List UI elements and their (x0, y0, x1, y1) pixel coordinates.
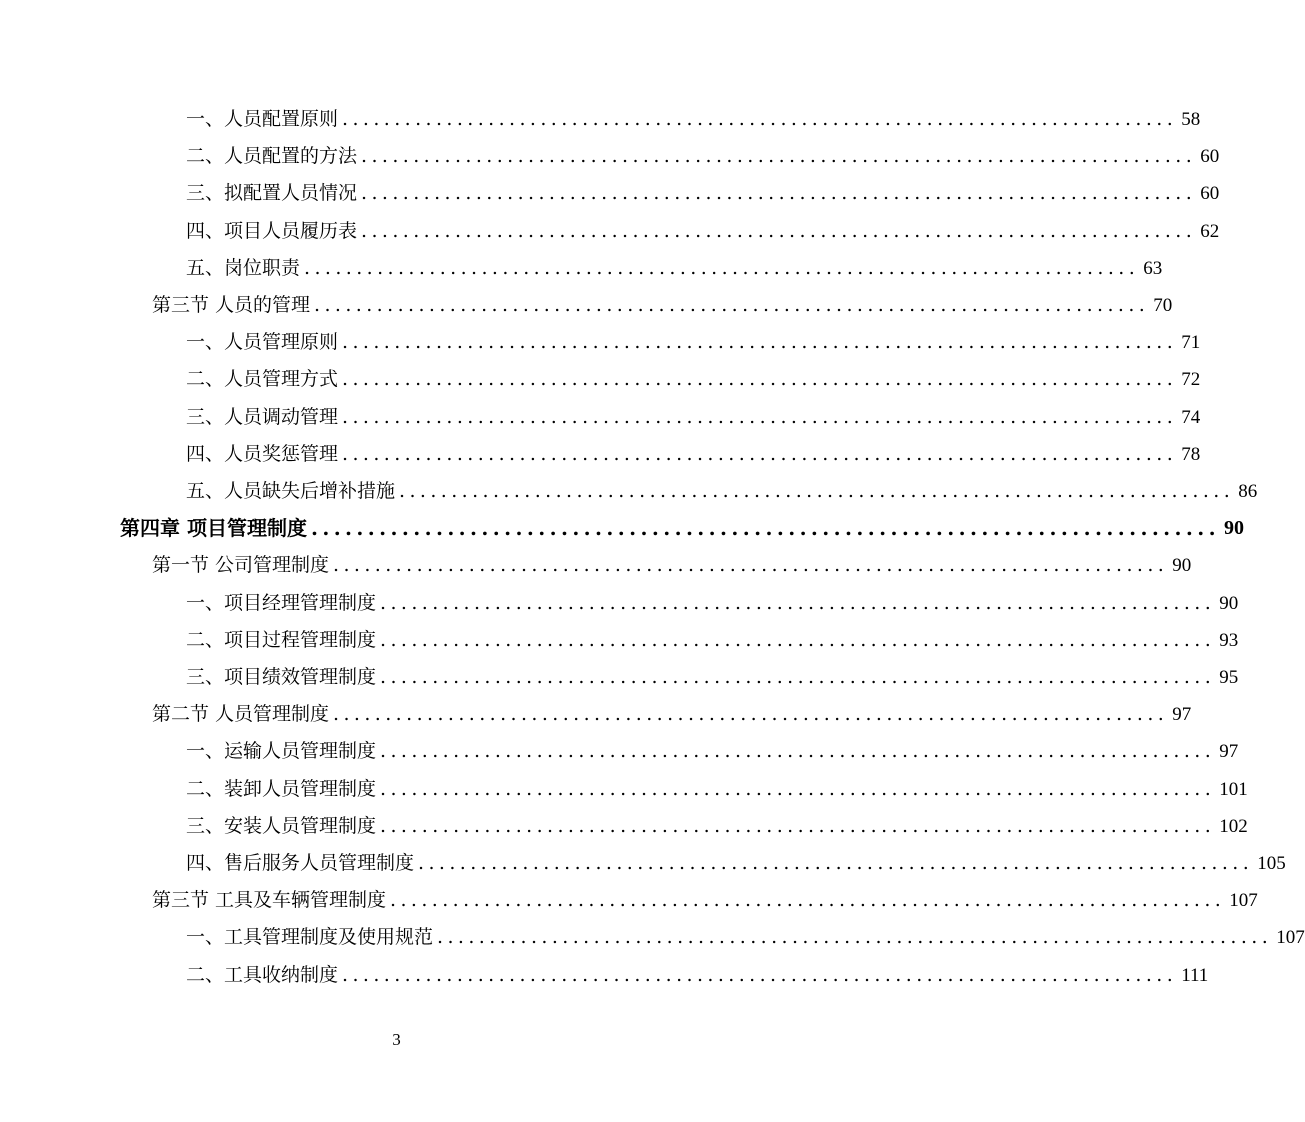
toc-dot-leader: ................................................................................ (418, 852, 1254, 874)
toc-dot-leader: ................................................................................ (361, 219, 1197, 242)
toc-entry-page-number: 97 (1172, 704, 1192, 726)
toc-entry-title: 五、人员缺失后增补措施 (186, 480, 396, 502)
toc-subsection-entry[interactable] (186, 436, 1201, 473)
toc-section-entry[interactable] (152, 696, 1192, 733)
toc-entry-page-number: 107 (1276, 927, 1305, 949)
toc-dot-leader: ................................................................................ (380, 591, 1216, 614)
toc-dot-leader: ................................................................................ (380, 628, 1216, 651)
toc-entry-title: 二、工具收纳制度 (186, 963, 339, 986)
toc-section-entry[interactable] (152, 547, 1192, 584)
toc-subsection-entry[interactable] (186, 622, 1239, 659)
toc-entry-page-number: 90 (1224, 517, 1244, 540)
toc-dot-leader: ................................................................................ (310, 516, 1220, 541)
toc-subsection-entry[interactable] (186, 659, 1239, 696)
toc-entry-page-number: 74 (1181, 406, 1201, 428)
toc-dot-leader: ................................................................................ (342, 963, 1178, 986)
toc-entry-page-number: 58 (1181, 109, 1201, 130)
toc-entry-title: 五、岗位职责 (186, 256, 301, 279)
toc-subsection-entry[interactable] (186, 250, 1163, 287)
toc-dot-leader: ................................................................................ (314, 294, 1150, 316)
toc-dot-leader: ................................................................................ (342, 405, 1178, 428)
toc-entry-title: 三、项目绩效管理制度 (186, 666, 377, 688)
toc-entry-title: 二、项目过程管理制度 (186, 628, 377, 651)
toc-entry-page-number: 70 (1153, 295, 1173, 316)
toc-section-entry[interactable] (152, 287, 1173, 324)
toc-entry-page-number: 101 (1219, 778, 1248, 800)
toc-dot-leader: ................................................................................ (380, 777, 1216, 800)
toc-entry-title: 第一节 公司管理制度 (152, 554, 330, 577)
toc-dot-leader: ................................................................................ (399, 480, 1235, 502)
toc-entry-page-number: 107 (1229, 890, 1258, 912)
toc-dot-leader: ................................................................................ (342, 331, 1178, 354)
toc-entry-title: 三、拟配置人员情况 (186, 182, 358, 205)
toc-entry-page-number: 60 (1200, 183, 1220, 205)
toc-chapter-entry[interactable] (120, 510, 1244, 547)
toc-subsection-entry[interactable] (186, 919, 1305, 956)
toc-subsection-entry[interactable] (186, 808, 1248, 845)
toc-entry-page-number: 90 (1219, 592, 1239, 614)
toc-entry-page-number: 111 (1181, 964, 1209, 986)
toc-entry-page-number: 60 (1200, 146, 1220, 168)
toc-subsection-entry[interactable] (186, 324, 1201, 361)
toc-entry-page-number: 62 (1200, 220, 1220, 242)
toc-entry-title: 第三节 人员的管理 (152, 294, 311, 316)
toc-dot-leader: ................................................................................ (342, 368, 1178, 391)
toc-entry-page-number: 102 (1219, 815, 1248, 837)
toc-entry-page-number: 95 (1219, 667, 1239, 688)
toc-entry-page-number: 78 (1181, 443, 1201, 465)
toc-entry-page-number: 97 (1219, 741, 1239, 763)
toc-entry-title: 四、项目人员履历表 (186, 219, 358, 242)
toc-subsection-entry[interactable] (186, 361, 1201, 398)
toc-subsection-entry[interactable] (186, 473, 1258, 510)
toc-entry-title: 二、人员配置的方法 (186, 145, 358, 168)
toc-entry-title: 第二节 人员管理制度 (152, 703, 330, 726)
toc-entry-title: 第三节 工具及车辆管理制度 (152, 889, 387, 912)
toc-dot-leader: ................................................................................ (361, 145, 1197, 168)
toc-subsection-entry[interactable] (186, 585, 1239, 622)
toc-subsection-entry[interactable] (186, 845, 1286, 882)
toc-entry-page-number: 72 (1181, 369, 1201, 391)
toc-dot-leader: ................................................................................ (437, 926, 1273, 949)
toc-entry-title: 一、人员管理原则 (186, 331, 339, 354)
toc-dot-leader: ................................................................................ (380, 814, 1216, 837)
toc-subsection-entry[interactable] (186, 138, 1220, 175)
toc-dot-leader: ................................................................................ (380, 666, 1216, 688)
toc-entry-title: 二、人员管理方式 (186, 368, 339, 391)
toc-subsection-entry[interactable] (186, 213, 1220, 250)
toc-entry-page-number: 105 (1257, 853, 1286, 874)
toc-entry-page-number: 93 (1219, 629, 1239, 651)
toc-entry-title: 三、人员调动管理 (186, 405, 339, 428)
toc-entry-title: 第四章 项目管理制度 (120, 516, 307, 541)
toc-dot-leader: ................................................................................ (342, 108, 1178, 130)
toc-dot-leader: ................................................................................ (333, 554, 1169, 577)
toc-subsection-entry[interactable] (186, 399, 1201, 436)
toc-entry-title: 一、运输人员管理制度 (186, 740, 377, 763)
toc-subsection-entry[interactable] (186, 733, 1239, 770)
toc-dot-leader: ................................................................................ (380, 740, 1216, 763)
toc-dot-leader: ................................................................................ (342, 442, 1178, 465)
page-number: 3 (392, 1030, 401, 1049)
toc-subsection-entry[interactable] (186, 175, 1220, 212)
toc-entry-page-number: 71 (1181, 332, 1201, 354)
toc-entry-page-number: 63 (1143, 257, 1163, 279)
toc-dot-leader: ................................................................................ (361, 182, 1197, 205)
toc-entry-page-number: 86 (1238, 481, 1258, 502)
toc-subsection-entry[interactable] (186, 957, 1209, 994)
toc-entry-title: 四、售后服务人员管理制度 (186, 852, 415, 874)
toc-dot-leader: ................................................................................ (304, 256, 1140, 279)
toc-entry-title: 一、项目经理管理制度 (186, 591, 377, 614)
toc-dot-leader: ................................................................................ (390, 889, 1226, 912)
toc-entry-title: 二、装卸人员管理制度 (186, 777, 377, 800)
toc-entry-title: 一、工具管理制度及使用规范 (186, 926, 434, 949)
toc-entry-title: 四、人员奖惩管理 (186, 442, 339, 465)
toc-subsection-entry[interactable] (186, 771, 1248, 808)
toc-subsection-entry[interactable] (186, 101, 1201, 138)
toc-entry-title: 三、安装人员管理制度 (186, 814, 377, 837)
toc-entry-page-number: 90 (1172, 555, 1192, 577)
toc-dot-leader: ................................................................................ (333, 703, 1169, 726)
toc-entry-title: 一、人员配置原则 (186, 108, 339, 130)
toc-section-entry[interactable] (152, 882, 1258, 919)
